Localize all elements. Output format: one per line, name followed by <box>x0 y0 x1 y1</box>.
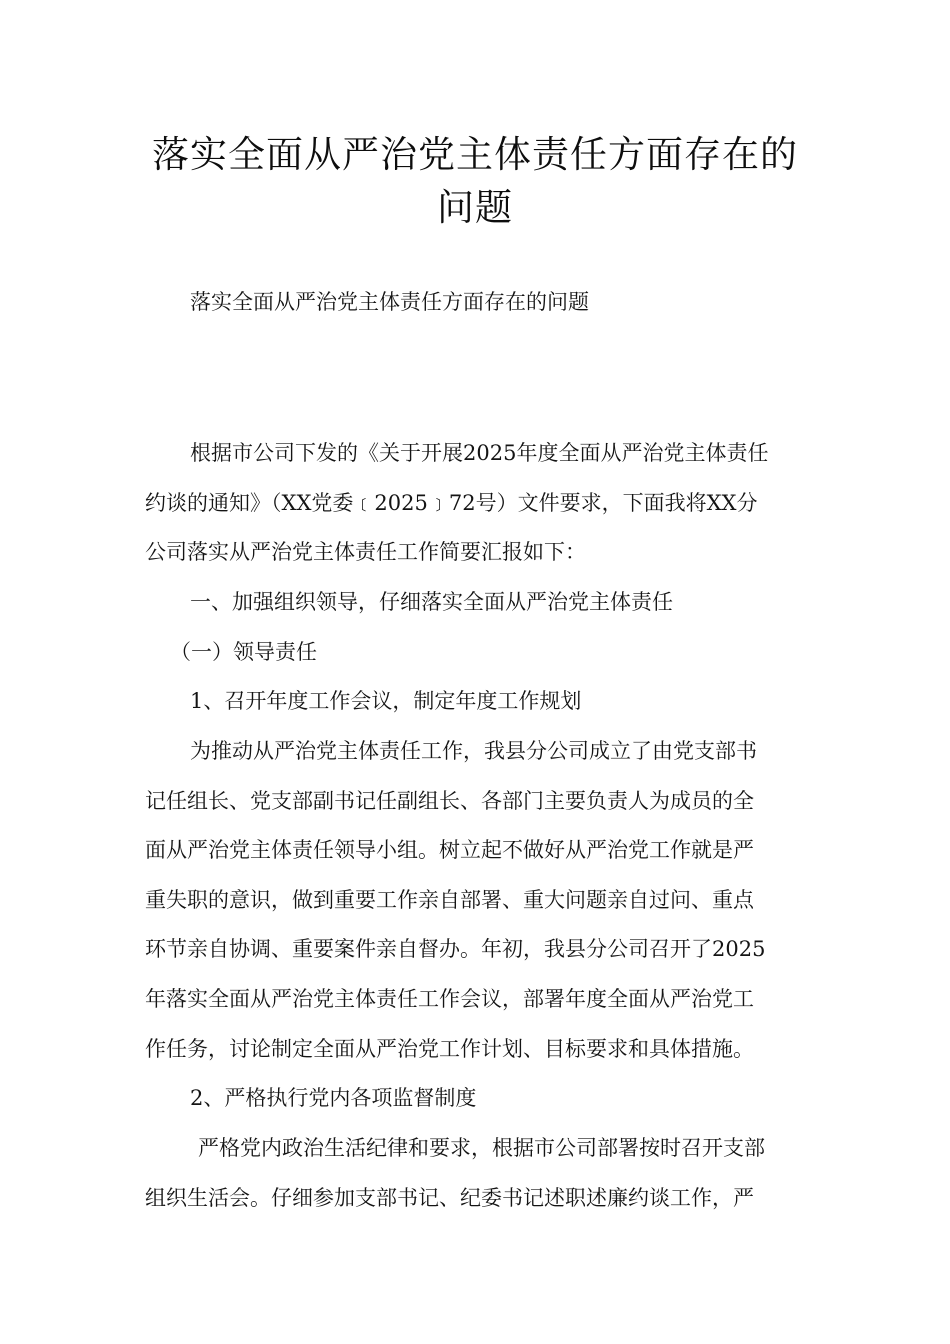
para2-line-7: 作任务，讨论制定全面从严治党工作计划、目标要求和具体措施。 <box>145 1037 754 1061</box>
section-heading-1: 一、加强组织领导，仔细落实全面从严治党主体责任 <box>190 590 673 614</box>
section-heading-3: 1、召开年度工作会议，制定年度工作规划 <box>190 689 582 713</box>
para2-line-4: 重失职的意识，做到重要工作亲自部署、重大问题亲自过问、重点 <box>145 888 754 912</box>
para3-line-2: 组织生活会。仔细参加支部书记、纪委书记述职述廉约谈工作，严 <box>145 1186 754 1210</box>
para2-line-6: 年落实全面从严治党主体责任工作会议，部署年度全面从严治党工 <box>145 987 754 1011</box>
section-heading-2: （一）领导责任 <box>170 640 317 664</box>
para1-line-2: 约谈的通知》（XX党委﹝2025﹞72号）文件要求，下面我将XX分 <box>145 491 758 515</box>
document-title <box>120 128 830 234</box>
para2-line-1: 为推动从严治党主体责任工作，我县分公司成立了由党支部书 <box>190 739 757 763</box>
para2-line-5: 环节亲自协调、重要案件亲自督办。年初，我县分公司召开了2025 <box>145 937 766 961</box>
para3-line-1: 严格党内政治生活纪律和要求，根据市公司部署按时召开支部 <box>198 1136 765 1160</box>
para1-line-3: 公司落实从严治党主体责任工作简要汇报如下： <box>145 540 586 564</box>
para2-line-3: 面从严治党主体责任领导小组。树立起不做好从严治党工作就是严 <box>145 838 754 862</box>
title-line-2: 问题 <box>437 186 513 229</box>
title-line-1: 落实全面从严治党主体责任方面存在的 <box>152 133 798 176</box>
section-heading-4: 2、严格执行党内各项监督制度 <box>190 1086 477 1110</box>
document-subtitle: 落实全面从严治党主体责任方面存在的问题 <box>190 290 589 314</box>
para2-line-2: 记任组长、党支部副书记任副组长、各部门主要负责人为成员的全 <box>145 789 754 813</box>
para1-line-1: 根据市公司下发的《关于开展2025年度全面从严治党主体责任 <box>190 441 769 465</box>
